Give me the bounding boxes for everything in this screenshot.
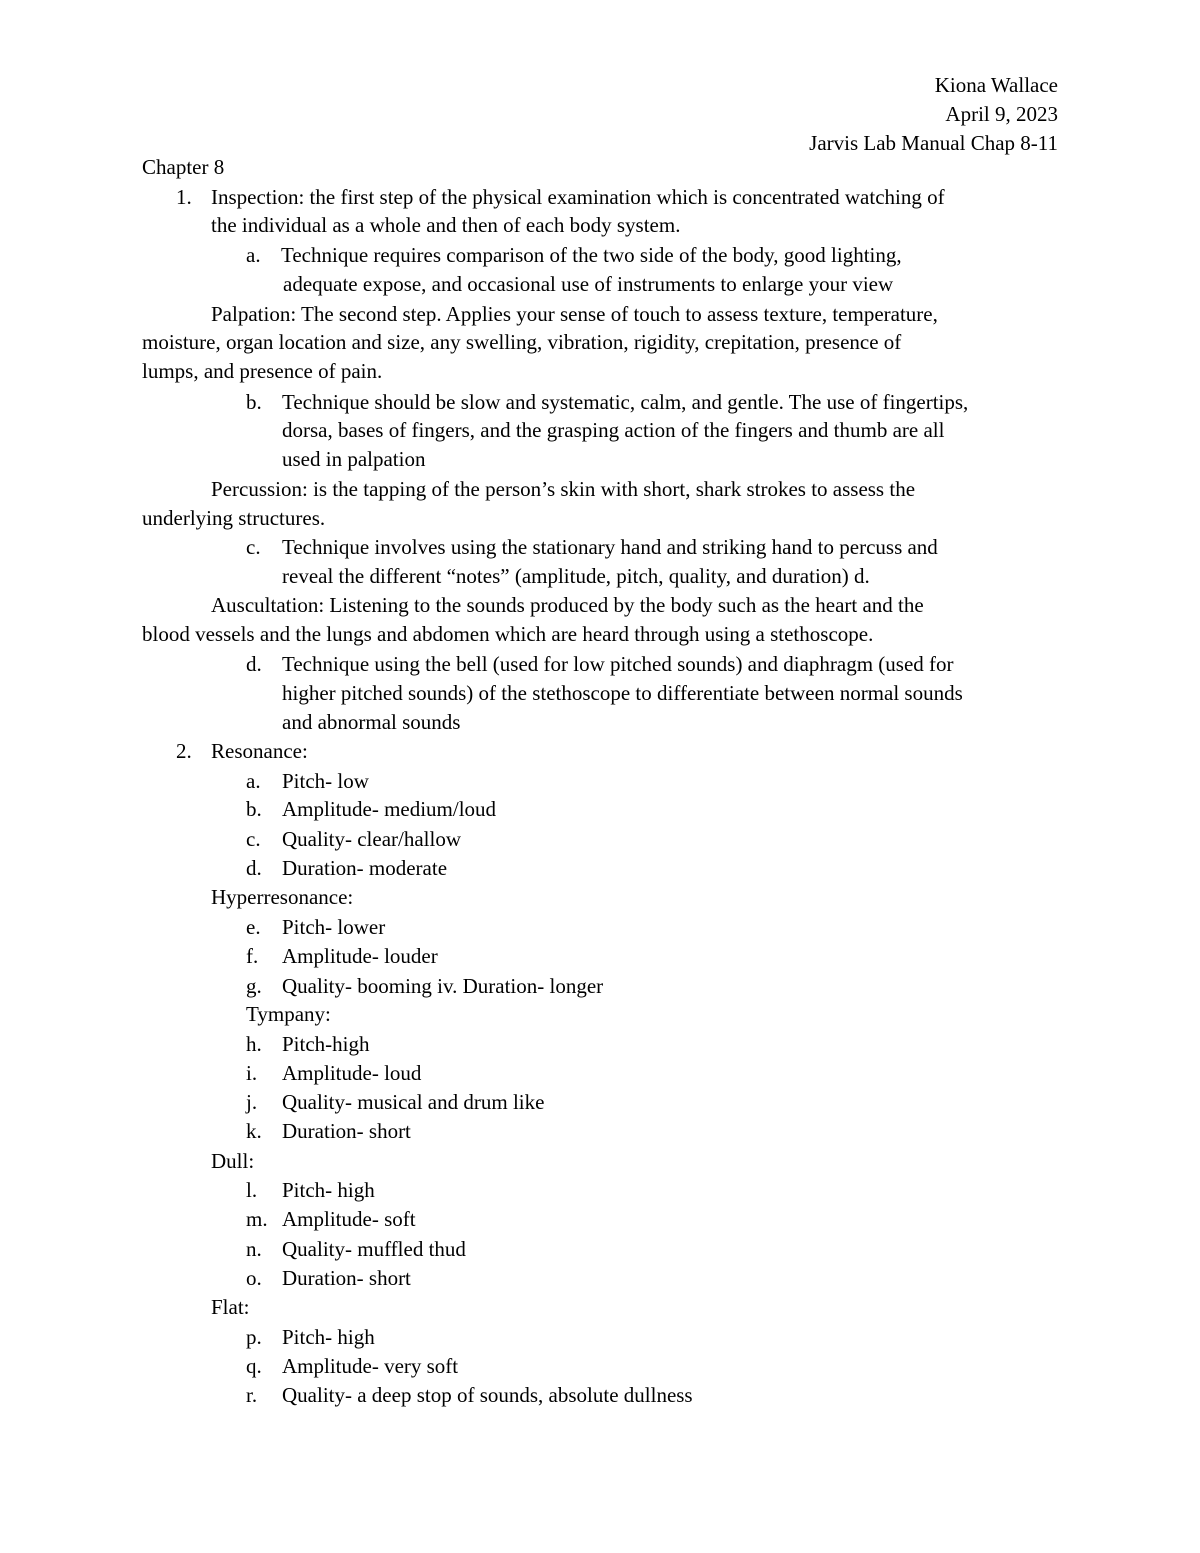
tympany-item: Amplitude- loud bbox=[282, 1061, 422, 1085]
dull-item: Pitch- high bbox=[282, 1178, 375, 1202]
inspection-line-2: the individual as a whole and then of each body system. bbox=[211, 213, 681, 237]
percussion-line-1: Percussion: is the tapping of the person’s skin with short, shark strokes to assess the bbox=[211, 477, 916, 501]
sub-b-line-3: used in palpation bbox=[282, 447, 426, 471]
tympany-marker: h. bbox=[246, 1032, 262, 1056]
resonance-marker: b. bbox=[246, 797, 262, 821]
resonance-item: Duration- moderate bbox=[282, 856, 448, 880]
sub-marker-d: d. bbox=[246, 652, 262, 676]
resonance-marker: a. bbox=[246, 769, 261, 793]
sub-a-line-2: adequate expose, and occasional use of instruments to enlarge your view bbox=[283, 272, 894, 296]
tympany-item: Duration- short bbox=[282, 1119, 411, 1143]
sub-b-line-2: dorsa, bases of fingers, and the grasping action of the fingers and thumb are all bbox=[282, 418, 945, 442]
sub-c-line-2: reveal the different “notes” (amplitude, pitch, quality, and duration) d. bbox=[282, 564, 870, 588]
sub-a-line-1: Technique requires comparison of the two side of the body, good lighting, bbox=[281, 243, 902, 267]
resonance-item: Quality- clear/hallow bbox=[282, 827, 462, 851]
flat-item: Pitch- high bbox=[282, 1325, 375, 1349]
resonance-marker: d. bbox=[246, 856, 262, 880]
document-date: April 9, 2023 bbox=[945, 102, 1058, 126]
resonance-item: Amplitude- medium/loud bbox=[282, 797, 497, 821]
list-number-2: 2. bbox=[176, 739, 192, 763]
dull-marker: o. bbox=[246, 1266, 262, 1290]
sub-marker-c: c. bbox=[246, 535, 261, 559]
sub-marker-b: b. bbox=[246, 390, 262, 414]
flat-marker: r. bbox=[246, 1383, 258, 1407]
hyperresonance-item: Amplitude- louder bbox=[282, 944, 438, 968]
tympany-item: Pitch-high bbox=[282, 1032, 370, 1056]
hyperresonance-marker: f. bbox=[246, 944, 259, 968]
dull-marker: m. bbox=[246, 1207, 268, 1231]
dull-marker: l. bbox=[246, 1178, 258, 1202]
tympany-item: Quality- musical and drum like bbox=[282, 1090, 545, 1114]
hyperresonance-marker: e. bbox=[246, 915, 261, 939]
dull-title: Dull: bbox=[211, 1149, 255, 1173]
hyperresonance-item: Pitch- lower bbox=[282, 915, 386, 939]
course-title: Jarvis Lab Manual Chap 8-11 bbox=[809, 131, 1058, 155]
list-number-1: 1. bbox=[176, 185, 192, 209]
resonance-marker: c. bbox=[246, 827, 261, 851]
tympany-marker: j. bbox=[246, 1090, 258, 1114]
flat-marker: q. bbox=[246, 1354, 262, 1378]
dull-item: Amplitude- soft bbox=[282, 1207, 416, 1231]
sub-d-line-3: and abnormal sounds bbox=[282, 710, 461, 734]
dull-item: Quality- muffled thud bbox=[282, 1237, 466, 1261]
sub-d-line-2: higher pitched sounds) of the stethoscope to differentiate between normal sounds bbox=[282, 681, 963, 705]
palpation-line-3: lumps, and presence of pain. bbox=[142, 359, 383, 383]
hyperresonance-title: Hyperresonance: bbox=[211, 885, 354, 909]
flat-item: Amplitude- very soft bbox=[282, 1354, 459, 1378]
percussion-line-2: underlying structures. bbox=[142, 506, 326, 530]
inspection-line-1: Inspection: the first step of the physical examination which is concentrated watching of bbox=[211, 185, 945, 209]
dull-item: Duration- short bbox=[282, 1266, 411, 1290]
flat-marker: p. bbox=[246, 1325, 262, 1349]
palpation-line-1: Palpation: The second step. Applies your sense of touch to assess texture, temperature, bbox=[211, 302, 938, 326]
flat-item: Quality- a deep stop of sounds, absolute dullness bbox=[282, 1383, 693, 1407]
hyperresonance-item: Quality- booming iv. Duration- longer bbox=[282, 974, 604, 998]
auscultation-line-1: Auscultation: Listening to the sounds produced by the body such as the heart and the bbox=[211, 593, 924, 617]
dull-marker: n. bbox=[246, 1237, 262, 1261]
auscultation-line-2: blood vessels and the lungs and abdomen which are heard through using a stethoscope. bbox=[142, 622, 874, 646]
tympany-title: Tympany: bbox=[246, 1002, 331, 1026]
sub-b-line-1: Technique should be slow and systematic, calm, and gentle. The use of fingertips, bbox=[282, 390, 969, 414]
chapter-title: Chapter 8 bbox=[142, 155, 225, 179]
sub-c-line-1: Technique involves using the stationary hand and striking hand to percuss and bbox=[282, 535, 938, 559]
sub-marker-a: a. bbox=[246, 243, 261, 267]
tympany-marker: k. bbox=[246, 1119, 262, 1143]
sub-d-line-1: Technique using the bell (used for low pitched sounds) and diaphragm (used for bbox=[282, 652, 954, 676]
flat-title: Flat: bbox=[211, 1295, 250, 1319]
resonance-item: Pitch- low bbox=[282, 769, 369, 793]
author-name: Kiona Wallace bbox=[934, 73, 1058, 97]
palpation-line-2: moisture, organ location and size, any swelling, vibration, rigidity, crepitation, presence of bbox=[142, 330, 902, 354]
resonance-title: Resonance: bbox=[211, 739, 308, 763]
hyperresonance-marker: g. bbox=[246, 974, 262, 998]
tympany-marker: i. bbox=[246, 1061, 258, 1085]
